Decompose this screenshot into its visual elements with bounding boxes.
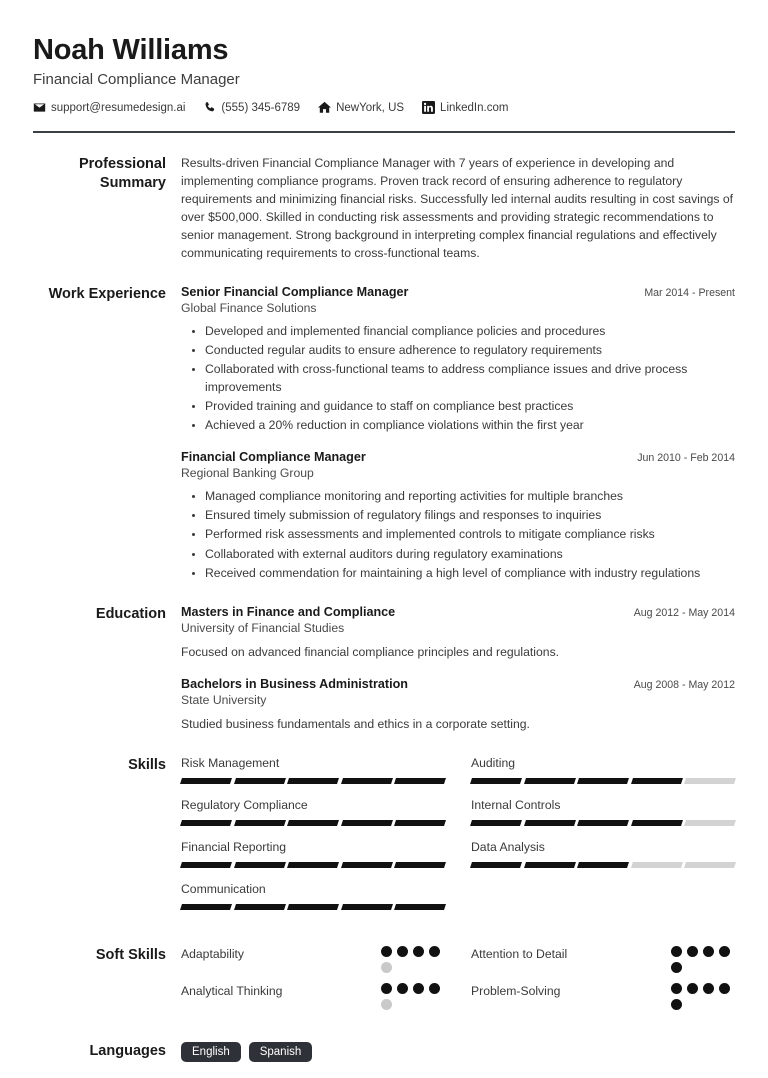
skill-level-segment [234, 820, 286, 826]
skill-level-segment [684, 778, 736, 784]
skill-level-segment [287, 778, 339, 784]
education-degree: Masters in Finance and Compliance [181, 604, 396, 619]
soft-skill-dot [381, 946, 392, 957]
experience-entry [181, 285, 735, 434]
skill-level-segment [341, 862, 393, 868]
experience-bullet: • Provided training and guidance to staff on compliance best practices [205, 397, 735, 415]
section-label-experience: Work Experience [48, 286, 166, 303]
skills-body [181, 756, 735, 924]
experience-entry-head [181, 285, 735, 299]
candidate-name: Noah Williams [33, 34, 229, 66]
soft-skill-dot [671, 999, 682, 1010]
skill-level-segment [577, 778, 629, 784]
skill-level-segment [287, 820, 339, 826]
envelope-icon [33, 101, 46, 114]
resume-header [33, 0, 735, 133]
skill-level-segment [470, 820, 522, 826]
soft-skill-dot [381, 999, 392, 1010]
soft-skill-dot [397, 983, 408, 994]
skill-level-segment [394, 904, 446, 910]
skill-name: Auditing [471, 755, 516, 770]
education-entry-head [181, 677, 735, 691]
skill-level-segment [180, 778, 232, 784]
soft-skills-column-left [181, 946, 445, 1020]
skill-level-segment [394, 778, 446, 784]
experience-bullet: • Performed risk assessments and implemented controls to mitigate compliance risks [205, 525, 735, 543]
skill-level-segment [631, 778, 683, 784]
skill-level-segment [341, 820, 393, 826]
contact-location-text: NewYork, US [336, 101, 405, 114]
experience-bullet: • Ensured timely submission of regulatory filings and responses to inquiries [205, 506, 735, 524]
section-label-soft-skills: Soft Skills [95, 946, 166, 963]
section-label-summary: Professional Summary [78, 156, 166, 191]
soft-skill-dot [429, 983, 440, 994]
experience-date: Mar 2014 - Present [644, 287, 735, 300]
skill-level-segment [341, 778, 393, 784]
soft-skill-rating [381, 983, 445, 1010]
soft-skill-item [471, 946, 735, 973]
skill-level-segment [287, 904, 339, 910]
experience-bullet: • Collaborated with cross-functional teams to address compliance issues and drive process improvements [205, 360, 735, 396]
experience-body [181, 285, 735, 583]
contact-linkedin-text: LinkedIn.com [440, 101, 509, 114]
skill-level-bar [471, 820, 735, 826]
experience-title: Senior Financial Compliance Manager [181, 285, 409, 300]
skill-level-segment [524, 778, 576, 784]
section-education [33, 605, 735, 734]
soft-skill-dot [719, 946, 730, 957]
experience-bullet: • Received commendation for maintaining a high level of compliance with industry regulations [205, 564, 735, 582]
soft-skill-rating [381, 946, 445, 973]
language-chip: Spanish [249, 1042, 313, 1062]
skill-item [471, 840, 735, 868]
section-label-languages: Languages [89, 1042, 166, 1059]
section-languages [33, 1042, 735, 1062]
skill-level-segment [684, 820, 736, 826]
skills-grid [181, 756, 735, 924]
skill-item [471, 756, 735, 784]
experience-entry-head [181, 450, 735, 464]
skill-item [181, 840, 445, 868]
languages-body [181, 1042, 735, 1062]
skill-level-segment [180, 862, 232, 868]
skill-item [471, 798, 735, 826]
skill-level-segment [394, 862, 446, 868]
section-skills [33, 756, 735, 924]
education-description: Focused on advanced financial compliance principles and regulations. [181, 644, 560, 659]
skill-name: Risk Management [181, 755, 280, 770]
skill-level-segment [684, 862, 736, 868]
experience-bullets [181, 487, 735, 581]
soft-skill-name: Adaptability [181, 946, 245, 961]
skill-level-bar [181, 904, 445, 910]
soft-skill-dot [703, 946, 714, 957]
skill-level-bar [181, 778, 445, 784]
skill-item [181, 798, 445, 826]
experience-bullet: • Achieved a 20% reduction in compliance violations within the first year [205, 416, 735, 434]
section-professional-summary [33, 155, 735, 263]
soft-skill-item [471, 983, 735, 1010]
education-entry [181, 605, 735, 662]
experience-title: Financial Compliance Manager [181, 450, 366, 465]
contact-email-text: support@resumedesign.ai [51, 101, 186, 114]
soft-skills-column-right [471, 946, 735, 1020]
language-chip: English [181, 1042, 241, 1062]
education-date: Aug 2008 - May 2012 [633, 679, 735, 692]
skill-level-segment [394, 820, 446, 826]
education-description: Studied business fundamentals and ethics in a corporate setting. [181, 717, 530, 732]
soft-skill-dot [671, 983, 682, 994]
skill-level-segment [470, 862, 522, 868]
soft-skill-name: Attention to Detail [471, 946, 568, 961]
skill-level-segment [470, 778, 522, 784]
skill-item [181, 756, 445, 784]
skill-level-segment [180, 820, 232, 826]
contact-phone-text: (555) 345-6789 [221, 101, 301, 114]
education-degree: Bachelors in Business Administration [181, 677, 408, 692]
skill-level-bar [181, 862, 445, 868]
section-soft-skills [33, 946, 735, 1020]
skill-level-segment [631, 862, 683, 868]
skill-name: Communication [181, 881, 266, 896]
skill-name: Internal Controls [471, 797, 561, 812]
soft-skill-dot [719, 983, 730, 994]
experience-bullet: • Developed and implemented financial compliance policies and procedures [205, 322, 735, 340]
experience-company: Regional Banking Group [181, 466, 314, 481]
education-school: University of Financial Studies [181, 620, 345, 635]
skill-level-segment [234, 904, 286, 910]
section-label-education: Education [95, 605, 166, 622]
contact-location[interactable] [318, 101, 404, 114]
summary-body [181, 155, 735, 263]
skill-level-segment [631, 820, 683, 826]
soft-skill-dot [381, 962, 392, 973]
skill-level-segment [524, 862, 576, 868]
skill-level-segment [524, 820, 576, 826]
contact-row [33, 101, 735, 114]
soft-skill-name: Analytical Thinking [181, 983, 283, 998]
education-entry-head [181, 605, 735, 619]
soft-skill-rating [671, 946, 735, 973]
skill-level-segment [577, 862, 629, 868]
soft-skill-rating [671, 983, 735, 1010]
contact-linkedin[interactable] [422, 101, 508, 114]
soft-skills-grid [181, 946, 735, 1020]
languages-row [181, 1042, 735, 1062]
soft-skill-item [181, 946, 445, 973]
education-school: State University [181, 693, 267, 708]
experience-bullet: • Conducted regular audits to ensure adherence to regulatory requirements [205, 341, 735, 359]
contact-email[interactable] [33, 101, 185, 114]
home-icon [318, 101, 331, 114]
soft-skill-name: Problem-Solving [471, 983, 561, 998]
skill-level-segment [577, 820, 629, 826]
experience-entry [181, 450, 735, 581]
section-label-skills: Skills [128, 756, 166, 773]
soft-skill-dot [703, 983, 714, 994]
experience-bullet: • Collaborated with external auditors during regulatory examinations [205, 545, 735, 563]
soft-skill-dot [381, 983, 392, 994]
summary-text: Results-driven Financial Compliance Manager with 7 years of experience in developing and implementing compliance programs. Proven track record of ensuring adherence to regulatory requirements and minimizing financial risks. Successfully led internal audits resulting in cost savings of over $500,000. Skilled in conducting risk assessments and providing strategic recommendations to senior management. Strong background in interpreting complex financial regulations and effectively communicating requirements to cross-functional teams. [181, 156, 734, 261]
section-work-experience [33, 285, 735, 583]
experience-bullets [181, 322, 735, 434]
soft-skill-dot [429, 946, 440, 957]
skill-name: Regulatory Compliance [181, 797, 308, 812]
soft-skill-dot [687, 983, 698, 994]
skills-column-right [471, 756, 735, 924]
skill-level-segment [341, 904, 393, 910]
skills-column-left [181, 756, 445, 924]
skill-level-segment [234, 862, 286, 868]
education-entry [181, 677, 735, 734]
soft-skill-dot [687, 946, 698, 957]
experience-bullet: • Managed compliance monitoring and reporting activities for multiple branches [205, 487, 735, 505]
contact-phone[interactable] [203, 101, 300, 114]
skill-name: Data Analysis [471, 839, 545, 854]
experience-date: Jun 2010 - Feb 2014 [637, 452, 735, 465]
skill-level-bar [181, 820, 445, 826]
linkedin-icon [422, 101, 435, 114]
skill-level-segment [287, 862, 339, 868]
soft-skill-item [181, 983, 445, 1010]
soft-skill-dot [413, 983, 424, 994]
soft-skill-dot [397, 946, 408, 957]
soft-skills-body [181, 946, 735, 1020]
skill-name: Financial Reporting [181, 839, 287, 854]
candidate-job-title: Financial Compliance Manager [33, 71, 240, 89]
skill-level-bar [471, 778, 735, 784]
experience-company: Global Finance Solutions [181, 301, 317, 316]
skill-level-segment [180, 904, 232, 910]
phone-icon [203, 101, 216, 114]
soft-skill-dot [413, 946, 424, 957]
skill-level-segment [234, 778, 286, 784]
education-body [181, 605, 735, 734]
soft-skill-dot [671, 962, 682, 973]
soft-skill-dot [671, 946, 682, 957]
header-divider [33, 131, 735, 133]
skill-level-bar [471, 862, 735, 868]
education-date: Aug 2012 - May 2014 [633, 606, 735, 619]
skill-item [181, 882, 445, 910]
